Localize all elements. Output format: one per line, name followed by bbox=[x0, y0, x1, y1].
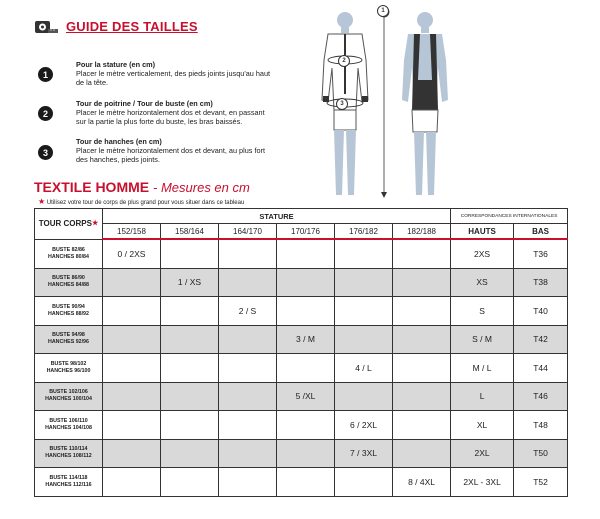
buste-value: BUSTE 114/118 bbox=[49, 474, 88, 481]
size-cell: 7 / 3XL bbox=[335, 439, 393, 468]
tour-corps-cell bbox=[35, 297, 103, 326]
table-row bbox=[35, 382, 568, 411]
size-cell bbox=[103, 382, 161, 411]
size-cell bbox=[103, 411, 161, 440]
textile-title-main: TEXTILE HOMME bbox=[34, 179, 150, 195]
textile-subtitle: Mesures en cm bbox=[160, 180, 250, 195]
tour-corps-header bbox=[35, 209, 103, 240]
textile-title bbox=[34, 179, 250, 195]
step-1-title: Pour la stature (en cm) bbox=[76, 60, 156, 69]
step-2-desc: Placer le mètre horizontalement dos et devant, en passant sur la partie la plus forte du buste, les bras baissés. bbox=[76, 108, 265, 126]
column-header-row bbox=[35, 224, 568, 240]
bas-cell: T48 bbox=[514, 411, 568, 440]
hanches-value: HANCHES 112/116 bbox=[45, 481, 92, 488]
size-cell bbox=[335, 325, 393, 354]
size-cell: 3 / M bbox=[277, 325, 335, 354]
size-cell bbox=[219, 354, 277, 383]
hauts-header: HAUTS bbox=[451, 224, 514, 240]
size-cell bbox=[335, 239, 393, 268]
hanches-value: HANCHES 108/112 bbox=[45, 453, 92, 460]
hauts-cell: 2XL bbox=[451, 439, 514, 468]
step-2-title: Tour de poitrine / Tour de buste (en cm) bbox=[76, 99, 213, 108]
hanches-value: HANCHES 88/92 bbox=[48, 310, 89, 317]
figure-marker-3: 3 bbox=[336, 98, 348, 110]
size-cell bbox=[277, 268, 335, 297]
size-cell bbox=[335, 268, 393, 297]
size-cell bbox=[219, 468, 277, 497]
step-1-badge: 1 bbox=[38, 67, 53, 82]
size-cell: 1 / XS bbox=[161, 268, 219, 297]
table-note-text: Utilisez votre tour de corps de plus grand pour vous situer dans ce tableau bbox=[46, 200, 245, 206]
buste-value: BUSTE 102/106 bbox=[49, 389, 88, 396]
step-3-badge: 3 bbox=[38, 145, 53, 160]
bas-cell: T52 bbox=[514, 468, 568, 497]
tour-corps-cell bbox=[35, 439, 103, 468]
size-cell bbox=[393, 268, 451, 297]
size-cell bbox=[335, 468, 393, 497]
bas-cell: T40 bbox=[514, 297, 568, 326]
back-body-figure bbox=[402, 12, 448, 195]
tour-corps-cell bbox=[35, 268, 103, 297]
size-cell bbox=[103, 268, 161, 297]
hanches-value: HANCHES 80/84 bbox=[48, 253, 89, 260]
table-row bbox=[35, 354, 568, 383]
stature-col-4: 176/182 bbox=[335, 224, 393, 240]
size-cell bbox=[393, 439, 451, 468]
size-cell bbox=[161, 354, 219, 383]
hauts-cell: 2XS bbox=[451, 239, 514, 268]
bas-cell: T44 bbox=[514, 354, 568, 383]
buste-value: BUSTE 82/86 bbox=[52, 246, 85, 253]
size-cell bbox=[393, 297, 451, 326]
size-cell bbox=[393, 382, 451, 411]
hanches-value: HANCHES 92/96 bbox=[48, 339, 89, 346]
size-cell bbox=[103, 439, 161, 468]
table-row bbox=[35, 268, 568, 297]
size-cell: 5 /XL bbox=[277, 382, 335, 411]
hanches-value: HANCHES 104/108 bbox=[45, 424, 92, 431]
table-note bbox=[38, 197, 244, 206]
tour-corps-cell bbox=[35, 382, 103, 411]
bas-cell: T46 bbox=[514, 382, 568, 411]
stature-col-3: 170/176 bbox=[277, 224, 335, 240]
buste-value: BUSTE 90/94 bbox=[52, 303, 85, 310]
size-cell bbox=[103, 468, 161, 497]
table-row bbox=[35, 411, 568, 440]
table-row bbox=[35, 325, 568, 354]
star-icon: ★ bbox=[38, 197, 46, 206]
size-cell: 0 / 2XS bbox=[103, 239, 161, 268]
size-cell bbox=[219, 325, 277, 354]
size-cell bbox=[277, 297, 335, 326]
size-cell bbox=[277, 468, 335, 497]
bas-header: BAS bbox=[514, 224, 568, 240]
step-1-text bbox=[76, 60, 276, 87]
size-cell bbox=[103, 297, 161, 326]
size-cell bbox=[219, 382, 277, 411]
size-cell bbox=[393, 354, 451, 383]
size-cell bbox=[103, 325, 161, 354]
size-cell bbox=[335, 297, 393, 326]
figure-marker-1: 1 bbox=[377, 5, 389, 17]
figure-marker-2: 2 bbox=[338, 55, 350, 67]
tour-corps-cell bbox=[35, 354, 103, 383]
table-row bbox=[35, 439, 568, 468]
hanches-value: HANCHES 100/104 bbox=[45, 396, 92, 403]
step-2-badge: 2 bbox=[38, 106, 53, 121]
size-cell bbox=[161, 411, 219, 440]
tour-corps-cell bbox=[35, 239, 103, 268]
size-cell bbox=[161, 239, 219, 268]
buste-value: BUSTE 106/110 bbox=[49, 417, 88, 424]
buste-value: BUSTE 110/114 bbox=[49, 446, 88, 453]
guide-title: GUIDE DES TAILLES bbox=[66, 19, 198, 34]
measuring-tape-icon bbox=[34, 16, 58, 36]
size-cell bbox=[219, 411, 277, 440]
step-3-text bbox=[76, 137, 276, 164]
buste-value: BUSTE 86/90 bbox=[52, 275, 85, 282]
bas-cell: T50 bbox=[514, 439, 568, 468]
correspondances-header: CORRESPONDANCES INTERNATIONALES bbox=[451, 209, 568, 224]
hauts-cell: XL bbox=[451, 411, 514, 440]
size-cell bbox=[393, 411, 451, 440]
hanches-value: HANCHES 84/88 bbox=[48, 282, 89, 289]
size-cell bbox=[161, 468, 219, 497]
hauts-cell: 2XL - 3XL bbox=[451, 468, 514, 497]
textile-subtitle-separator: - bbox=[153, 180, 161, 195]
tour-corps-star: ★ bbox=[91, 220, 99, 228]
hauts-cell: M / L bbox=[451, 354, 514, 383]
size-cell bbox=[393, 325, 451, 354]
stature-col-2: 164/170 bbox=[219, 224, 277, 240]
stature-col-0: 152/158 bbox=[103, 224, 161, 240]
size-cell: 6 / 2XL bbox=[335, 411, 393, 440]
hauts-cell: XS bbox=[451, 268, 514, 297]
bas-cell: T38 bbox=[514, 268, 568, 297]
size-cell bbox=[161, 439, 219, 468]
size-table bbox=[34, 208, 568, 497]
tour-corps-cell bbox=[35, 468, 103, 497]
size-cell bbox=[219, 439, 277, 468]
table-row bbox=[35, 468, 568, 497]
hauts-cell: S bbox=[451, 297, 514, 326]
stature-col-1: 158/164 bbox=[161, 224, 219, 240]
hanches-value: HANCHES 96/100 bbox=[46, 367, 91, 374]
step-2-text bbox=[76, 99, 276, 126]
size-cell bbox=[277, 411, 335, 440]
buste-value: BUSTE 98/102 bbox=[50, 360, 87, 367]
size-cell bbox=[335, 382, 393, 411]
size-cell bbox=[103, 354, 161, 383]
step-3-title: Tour de hanches (en cm) bbox=[76, 137, 162, 146]
size-cell bbox=[393, 239, 451, 268]
size-cell bbox=[219, 239, 277, 268]
size-cell: 8 / 4XL bbox=[393, 468, 451, 497]
buste-value: BUSTE 94/98 bbox=[52, 332, 85, 339]
size-cell bbox=[219, 268, 277, 297]
stature-col-5: 182/188 bbox=[393, 224, 451, 240]
size-cell bbox=[277, 239, 335, 268]
stature-header: STATURE bbox=[103, 209, 451, 224]
table-row bbox=[35, 297, 568, 326]
size-cell bbox=[161, 297, 219, 326]
table-row bbox=[35, 239, 568, 268]
table-body bbox=[35, 239, 568, 496]
size-cell bbox=[161, 325, 219, 354]
body-measurement-figure bbox=[300, 0, 470, 200]
size-cell bbox=[161, 382, 219, 411]
tour-corps-label: TOUR CORPS bbox=[38, 219, 92, 229]
hauts-cell: L bbox=[451, 382, 514, 411]
tour-corps-cell bbox=[35, 411, 103, 440]
tour-corps-cell bbox=[35, 325, 103, 354]
bas-cell: T36 bbox=[514, 239, 568, 268]
step-1-desc: Placer le mètre verticalement, des pieds joints jusqu'au haut de la tête. bbox=[76, 69, 271, 87]
size-cell: 2 / S bbox=[219, 297, 277, 326]
hauts-cell: S / M bbox=[451, 325, 514, 354]
step-3-desc: Placer le mètre horizontalement dos et devant, au plus fort des hanches, pieds joints. bbox=[76, 146, 266, 164]
size-cell bbox=[277, 354, 335, 383]
bas-cell: T42 bbox=[514, 325, 568, 354]
size-cell: 4 / L bbox=[335, 354, 393, 383]
size-cell bbox=[277, 439, 335, 468]
